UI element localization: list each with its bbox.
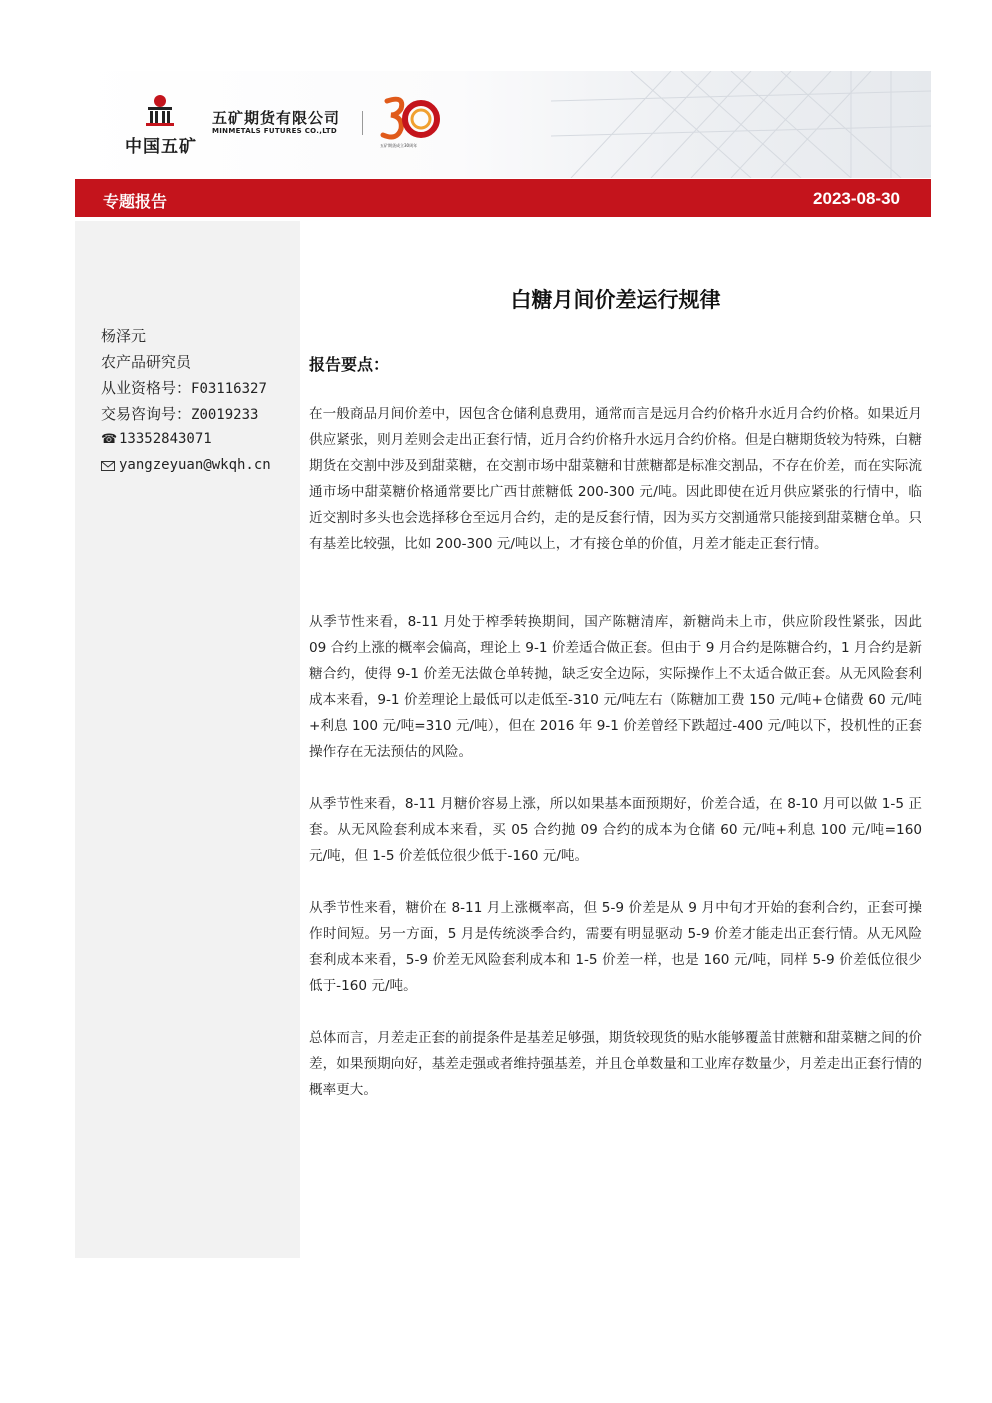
paragraph-1: 在一般商品月间价差中，因包含仓储利息费用，通常而言是远月合约价格升水近月合约价格。如果近月供应紧张，则月差则会走出正套行情，近月合约价格升水远月合约价格。但是白糖期货较为特殊，白糖期货在交割中涉及到甜菜糖，在交割市场中甜菜糖和甘蔗糖都是标准交割品，不存在价差，而在实际流通市场中甜菜糖价格通常要比广西甘蔗糖低 200-300 元/吨。因此即使在近月供应紧张的行情中，临近交割时多头也会选择移仓至远月合约，走的是反套行情，因为买方交割通常只能接到甜菜糖仓单。只有基差比较强，比如 200-300 元/吨以上，才有接仓单的价值，月差才能走正套行情。 [309, 406, 922, 552]
consult-number: Z0019233 [191, 407, 259, 423]
qualification-number: F03116327 [191, 381, 267, 397]
author-name: 杨泽元 [101, 327, 147, 345]
page-header [75, 71, 931, 178]
logo-name: 中国五矿 [125, 137, 197, 157]
author-role: 农产品研究员 [101, 353, 192, 371]
building-background [551, 71, 931, 178]
consult-line [101, 403, 258, 424]
report-banner [75, 179, 931, 217]
company-name-en: MINMETALS FUTURES CO.,LTD [212, 127, 337, 135]
phone-number: 13352843071 [119, 431, 212, 447]
company-name-cn: 五矿期货有限公司 [212, 109, 341, 127]
paragraph-2: 从季节性来看，8-11 月处于榨季转换期间，国产陈糖清库，新糖尚未上市，供应阶段性紧张，因此 09 合约上涨的概率会偏高，理论上 9-1 价差适合做正套。但由于 9 月合约是陈糖合约，1 月合约是新糖合约，使得 9-1 价差无法做仓单转抛，缺乏安全边际，实际操作上不太适合做正套。从无风险套利成本来看，9-1 价差理论上最低可以走低至-310 元/吨左右（陈糖加工费 150 元/吨+仓储费 60 元/吨+利息 100 元/吨=310 元/吨），但在 2016 年 9-1 价差曾经下跌超过-400 元/吨以下，投机性的正套操作存在无法预估的风险。 [309, 614, 922, 760]
report-points-heading: 报告要点： [309, 355, 390, 374]
qualification-label: 从业资格号： [101, 379, 192, 397]
paragraph-3: 从季节性来看，8-11 月糖价容易上涨，所以如果基本面预期好，价差合适，在 8-10 月可以做 1-5 正套。从无风险套利成本来看，买 05 合约抛 09 合约的成本为仓储 60 元/吨+利息 100 元/吨=160 元/吨，但 1-5 价差低位很少低于-160 元/吨。 [309, 796, 922, 864]
consult-label: 交易咨询号： [101, 405, 192, 423]
logo-divider [362, 111, 363, 135]
email-line [101, 455, 271, 473]
paragraph-4: 从季节性来看，糖价在 8-11 月上涨概率高，但 5-9 价差是从 9 月中旬才开始的套利合约，正套可操作时间短。另一方面，5 月是传统淡季合约，需要有明显驱动 5-9 价差才能走出正套行情。从无风险套利成本来看，5-9 价差无风险套利成本和 1-5 价差一样，也是 160 元/吨，同样 5-9 价差低位很少低于-160 元/吨。 [309, 900, 922, 994]
anniversary-30-logo [379, 93, 443, 145]
phone-line [101, 429, 212, 447]
email-address[interactable]: yangzeyuan@wkqh.cn [119, 457, 271, 473]
china-minmetals-emblem-icon [144, 93, 176, 127]
phone-icon: ☎ [101, 432, 118, 447]
anniversary-caption: 五矿期货成立30周年 [380, 143, 418, 148]
email-icon [101, 458, 119, 473]
document-title: 白糖月间价差运行规律 [510, 288, 721, 312]
qualification-line [101, 377, 267, 398]
paragraph-5: 总体而言，月差走正套的前提条件是基差足够强，期货较现货的贴水能够覆盖甘蔗糖和甜菜糖之间的价差，如果预期向好，基差走强或者维持强基差，并且仓单数量和工业库存数量少，月差走出正套行情的概率更大。 [309, 1030, 922, 1098]
report-date: 2023-08-30 [813, 189, 900, 208]
report-type: 专题报告 [103, 192, 168, 211]
